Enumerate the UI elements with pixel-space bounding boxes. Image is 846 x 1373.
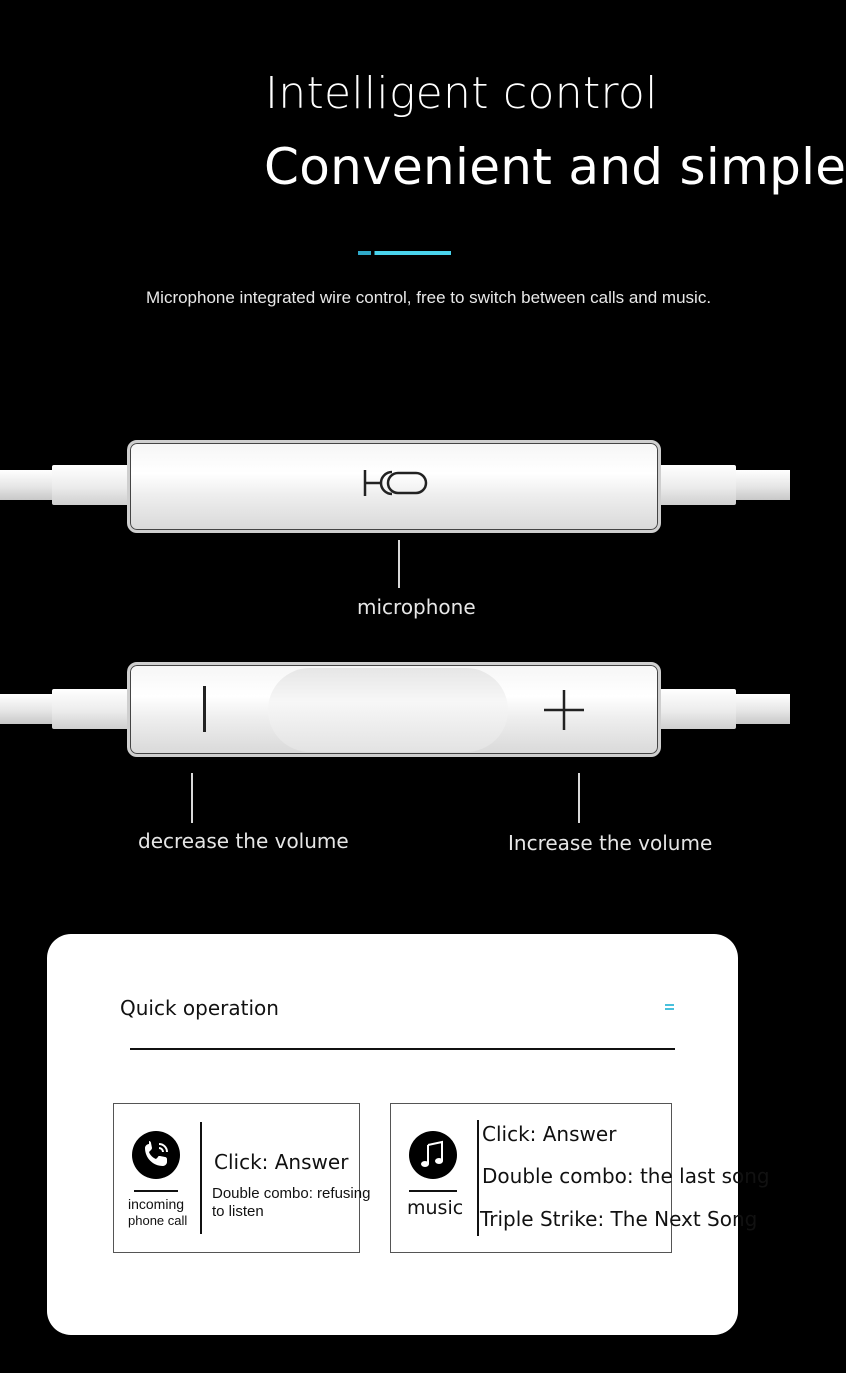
music-triple-text: Triple Strike: The Next Song bbox=[480, 1207, 758, 1231]
music-operation-box bbox=[390, 1103, 770, 1253]
cable-collar-left bbox=[52, 465, 132, 505]
phone-icon bbox=[132, 1131, 180, 1179]
increase-leader-line bbox=[578, 773, 580, 823]
quick-operation-title: Quick operation bbox=[120, 996, 279, 1020]
phone-double-text-line1: Double combo: refusing bbox=[212, 1185, 371, 1202]
subtitle: Microphone integrated wire control, free to switch between calls and music. bbox=[146, 288, 712, 307]
cable-collar-left bbox=[52, 689, 132, 729]
music-caption: music bbox=[407, 1197, 464, 1219]
title-rule bbox=[130, 1048, 675, 1050]
music-click-text: Click: Answer bbox=[482, 1122, 617, 1146]
phone-click-text: Click: Answer bbox=[214, 1150, 349, 1174]
minus-icon[interactable] bbox=[203, 686, 206, 732]
increase-volume-label: Increase the volume bbox=[508, 831, 713, 855]
accent-divider bbox=[358, 251, 451, 255]
phone-double-text-line2: to listen bbox=[212, 1203, 264, 1220]
cable-collar-right bbox=[656, 465, 736, 505]
quick-operation-card bbox=[47, 934, 770, 1335]
music-caption-rule bbox=[409, 1190, 457, 1192]
phone-caption-line1: incoming bbox=[128, 1196, 185, 1212]
decrease-leader-line bbox=[191, 773, 193, 823]
headline-line1: Intelligent control bbox=[265, 68, 658, 119]
menu-lines-icon bbox=[665, 1004, 674, 1010]
phone-caption-rule bbox=[134, 1190, 178, 1192]
music-divider bbox=[477, 1120, 479, 1236]
music-note-icon bbox=[409, 1131, 457, 1179]
phone-caption-line2: phone call bbox=[128, 1213, 188, 1228]
music-double-text: Double combo: the last song bbox=[482, 1164, 770, 1188]
cable-left bbox=[0, 694, 60, 724]
microphone-label: microphone bbox=[357, 595, 476, 619]
phone-operation-box bbox=[113, 1103, 371, 1253]
cable-right bbox=[730, 694, 790, 724]
decrease-volume-label: decrease the volume bbox=[138, 829, 349, 853]
cable-left bbox=[0, 470, 60, 500]
microphone-icon bbox=[362, 466, 430, 500]
headline-line2: Convenient and simple bbox=[264, 138, 846, 196]
remote-center-button[interactable] bbox=[268, 668, 508, 752]
cable-right bbox=[730, 470, 790, 500]
plus-icon[interactable] bbox=[542, 688, 586, 732]
microphone-leader-line bbox=[398, 540, 400, 588]
phone-divider bbox=[200, 1122, 202, 1234]
cable-collar-right bbox=[656, 689, 736, 729]
